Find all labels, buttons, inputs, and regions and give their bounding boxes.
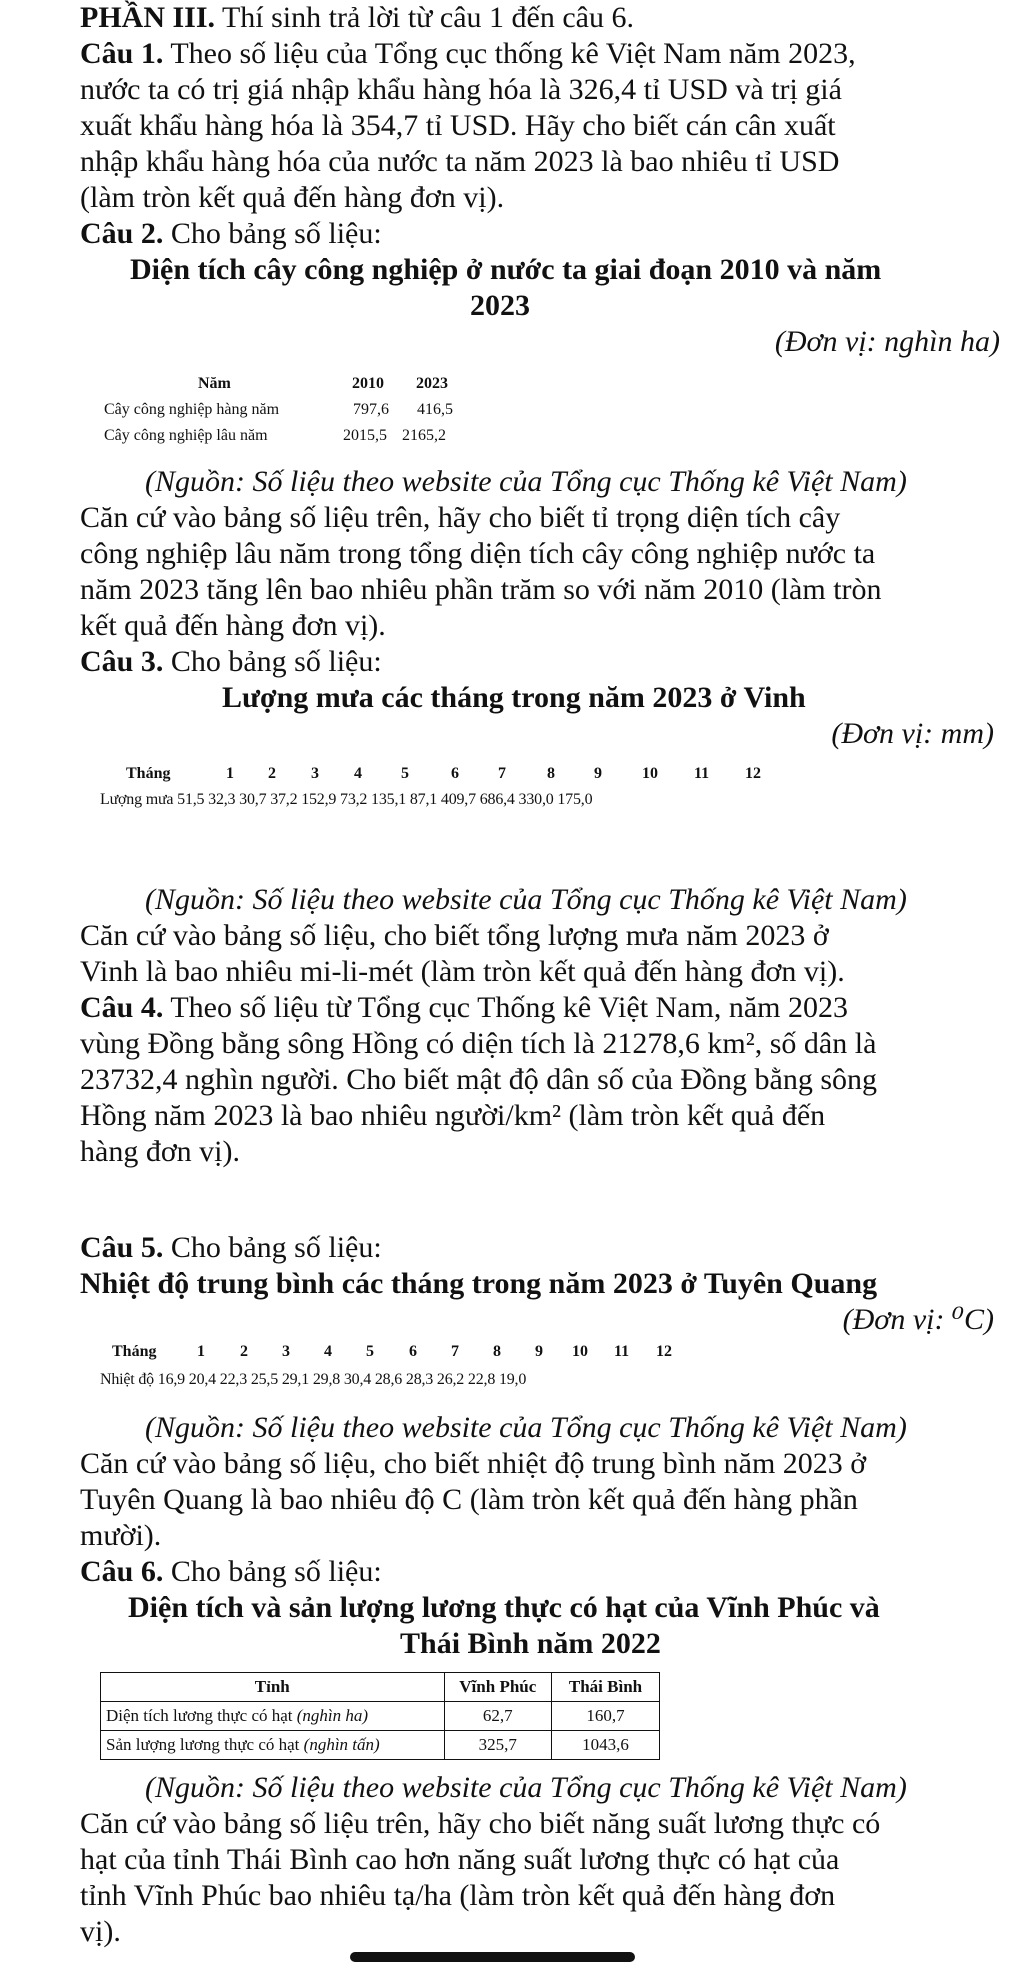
q6-table-header-province: Tỉnh — [101, 1673, 445, 1702]
q3-source: (Nguồn: Số liệu theo website của Tổng cục Thống kê Việt Nam) — [145, 883, 907, 916]
q6-line-2: hạt của tỉnh Thái Bình cao hơn năng suất lương thực có hạt của — [80, 1843, 840, 1876]
q5-title: Nhiệt độ trung bình các tháng trong năm 2023 ở Tuyên Quang — [80, 1267, 878, 1300]
q2-line-2: công nghiệp lâu năm trong tổng diện tích cây công nghiệp nước ta — [80, 537, 876, 570]
q3-month-2: 2 — [268, 765, 276, 782]
q4-line-4: Hồng năm 2023 là bao nhiêu người/km² (làm tròn kết quả đến — [80, 1099, 826, 1132]
q2-table-header-2023: 2023 — [416, 375, 448, 392]
q2-unit: (Đơn vị: nghìn ha) — [774, 325, 1000, 358]
q5-label: Câu 5. — [80, 1231, 164, 1264]
table-row — [101, 1702, 660, 1731]
q2-line-4: kết quả đến hàng đơn vị). — [80, 609, 386, 642]
q5-line-3: mười). — [80, 1519, 162, 1552]
q3-month-5: 5 — [401, 765, 409, 782]
q2-row-2-label: Cây công nghiệp lâu năm — [104, 427, 268, 444]
q5-source: (Nguồn: Số liệu theo website của Tổng cục Thống kê Việt Nam) — [145, 1411, 907, 1444]
q2-row-2-2023: 2165,2 — [402, 427, 446, 444]
q3-row: Lượng mưa 51,5 32,3 30,7 37,2 152,9 73,2 135,1 87,1 409,7 686,4 330,0 175,0 — [100, 791, 593, 808]
q5-line-2: Tuyên Quang là bao nhiêu độ C (làm tròn kết quả đến hàng phần — [80, 1483, 858, 1516]
q5-month-7: 7 — [451, 1343, 459, 1360]
q2-table-header-2010: 2010 — [352, 375, 384, 392]
table-row — [101, 1731, 660, 1760]
q5-intro: Câu 5. Cho bảng số liệu: — [80, 1231, 382, 1264]
q2-title-line-2: 2023 — [470, 289, 530, 322]
q3-month-10: 10 — [642, 765, 658, 782]
q3-line-2: Vinh là bao nhiêu mi-li-mét (làm tròn kết quả đến hàng đơn vị). — [80, 955, 845, 988]
q3-table-header-label: Tháng — [126, 765, 171, 782]
q1-label: Câu 1. — [80, 37, 164, 70]
q3-month-11: 11 — [694, 765, 710, 782]
q1-line-3: xuất khẩu hàng hóa là 354,7 tỉ USD. Hãy cho biết cán cân xuất — [80, 109, 836, 142]
q6-row-1-label: Diện tích lương thực có hạt (nghìn ha) — [101, 1702, 445, 1731]
q4-line-1: Câu 4. Theo số liệu từ Tổng cục Thống kê Việt Nam, năm 2023 — [80, 991, 848, 1024]
q6-row-2-vinh-phuc: 325,7 — [444, 1731, 551, 1760]
q2-row-1-2010: 797,6 — [353, 401, 389, 418]
q2-row-1-label: Cây công nghiệp hàng năm — [104, 401, 280, 418]
q6-line-4: vị). — [80, 1915, 121, 1948]
q2-table-header-label: Năm — [198, 375, 231, 392]
q3-month-8: 8 — [547, 765, 555, 782]
q4-line-3: 23732,4 nghìn người. Cho biết mật độ dân số của Đồng bằng sông — [80, 1063, 878, 1096]
q6-row-2-label: Sản lượng lương thực có hạt (nghìn tấn) — [101, 1731, 445, 1760]
q5-row-label: Nhiệt độ — [100, 1371, 154, 1388]
q3-intro: Câu 3. Cho bảng số liệu: — [80, 645, 382, 678]
q5-month-10: 10 — [572, 1343, 588, 1360]
q3-row-label: Lượng mưa — [100, 791, 174, 808]
q6-row-2-thai-binh: 1043,6 — [552, 1731, 660, 1760]
q6-row-1-vinh-phuc: 62,7 — [444, 1702, 551, 1731]
q6-source: (Nguồn: Số liệu theo website của Tổng cục Thống kê Việt Nam) — [145, 1771, 907, 1804]
q5-month-9: 9 — [535, 1343, 543, 1360]
q4-line-5: hàng đơn vị). — [80, 1135, 241, 1168]
q2-row-2-2010: 2015,5 — [343, 427, 387, 444]
q3-month-1: 1 — [226, 765, 234, 782]
q3-month-3: 3 — [311, 765, 319, 782]
q6-line-1: Căn cứ vào bảng số liệu trên, hãy cho biết năng suất lương thực có — [80, 1807, 881, 1840]
q3-title: Lượng mưa các tháng trong năm 2023 ở Vinh — [222, 681, 806, 714]
q3-unit: (Đơn vị: mm) — [831, 717, 994, 750]
q5-month-8: 8 — [493, 1343, 501, 1360]
q3-month-7: 7 — [498, 765, 506, 782]
q1-line-2: nước ta có trị giá nhập khẩu hàng hóa là 326,4 tỉ USD và trị giá — [80, 73, 842, 106]
q6-line-3: tỉnh Vĩnh Phúc bao nhiêu tạ/ha (làm tròn kết quả đến hàng đơn — [80, 1879, 836, 1912]
q1-line-5: (làm tròn kết quả đến hàng đơn vị). — [80, 181, 505, 214]
home-indicator[interactable] — [350, 1952, 635, 1962]
q3-line-1: Căn cứ vào bảng số liệu, cho biết tổng lượng mưa năm 2023 ở — [80, 919, 829, 952]
q2-line-3: năm 2023 tăng lên bao nhiêu phần trăm so với năm 2010 (làm tròn — [80, 573, 882, 606]
q2-line-1: Căn cứ vào bảng số liệu trên, hãy cho biết tỉ trọng diện tích cây — [80, 501, 841, 534]
q6-row-1-thai-binh: 160,7 — [552, 1702, 660, 1731]
q6-table-header-vinh-phuc: Vĩnh Phúc — [444, 1673, 551, 1702]
q6-label: Câu 6. — [80, 1555, 164, 1588]
q3-label: Câu 3. — [80, 645, 164, 678]
q3-month-4: 4 — [354, 765, 362, 782]
q2-source: (Nguồn: Số liệu theo website của Tổng cục Thống kê Việt Nam) — [145, 465, 907, 498]
q5-month-11: 11 — [614, 1343, 630, 1360]
q5-row: Nhiệt độ 16,9 20,4 22,3 25,5 29,1 29,8 30,4 28,6 28,3 26,2 22,8 19,0 — [100, 1371, 527, 1388]
q5-unit: (Đơn vị: ⁰C) — [842, 1303, 994, 1336]
q6-title-line-2: Thái Bình năm 2022 — [400, 1627, 661, 1660]
q2-intro: Câu 2. Cho bảng số liệu: — [80, 217, 382, 250]
q5-month-6: 6 — [409, 1343, 417, 1360]
q6-table-header-row — [101, 1673, 660, 1702]
q3-month-12: 12 — [745, 765, 761, 782]
q5-line-1: Căn cứ vào bảng số liệu, cho biết nhiệt độ trung bình năm 2023 ở — [80, 1447, 867, 1480]
q3-month-9: 9 — [594, 765, 602, 782]
q5-month-3: 3 — [282, 1343, 290, 1360]
q4-label: Câu 4. — [80, 991, 164, 1024]
q2-title-line-1: Diện tích cây công nghiệp ở nước ta giai đoạn 2010 và năm — [130, 253, 882, 286]
part-heading: PHẦN III. Thí sinh trả lời từ câu 1 đến câu 6. — [80, 1, 634, 34]
q5-month-5: 5 — [366, 1343, 374, 1360]
q5-month-2: 2 — [240, 1343, 248, 1360]
q3-month-6: 6 — [451, 765, 459, 782]
q6-intro: Câu 6. Cho bảng số liệu: — [80, 1555, 382, 1588]
q4-line-2: vùng Đồng bằng sông Hồng có diện tích là 21278,6 km², số dân là — [80, 1027, 877, 1060]
q6-table-header-thai-binh: Thái Bình — [552, 1673, 660, 1702]
q2-label: Câu 2. — [80, 217, 164, 250]
q1-line-1: Câu 1. Theo số liệu của Tổng cục thống kê Việt Nam năm 2023, — [80, 37, 856, 70]
q5-month-4: 4 — [324, 1343, 332, 1360]
q6-title-line-1: Diện tích và sản lượng lương thực có hạt của Vĩnh Phúc và — [128, 1591, 880, 1624]
q1-line-4: nhập khẩu hàng hóa của nước ta năm 2023 là bao nhiêu tỉ USD — [80, 145, 840, 178]
q5-table-header-label: Tháng — [112, 1343, 157, 1360]
q6-table — [100, 1672, 660, 1760]
q5-month-12: 12 — [656, 1343, 672, 1360]
q5-month-1: 1 — [197, 1343, 205, 1360]
q2-row-1-2023: 416,5 — [417, 401, 453, 418]
